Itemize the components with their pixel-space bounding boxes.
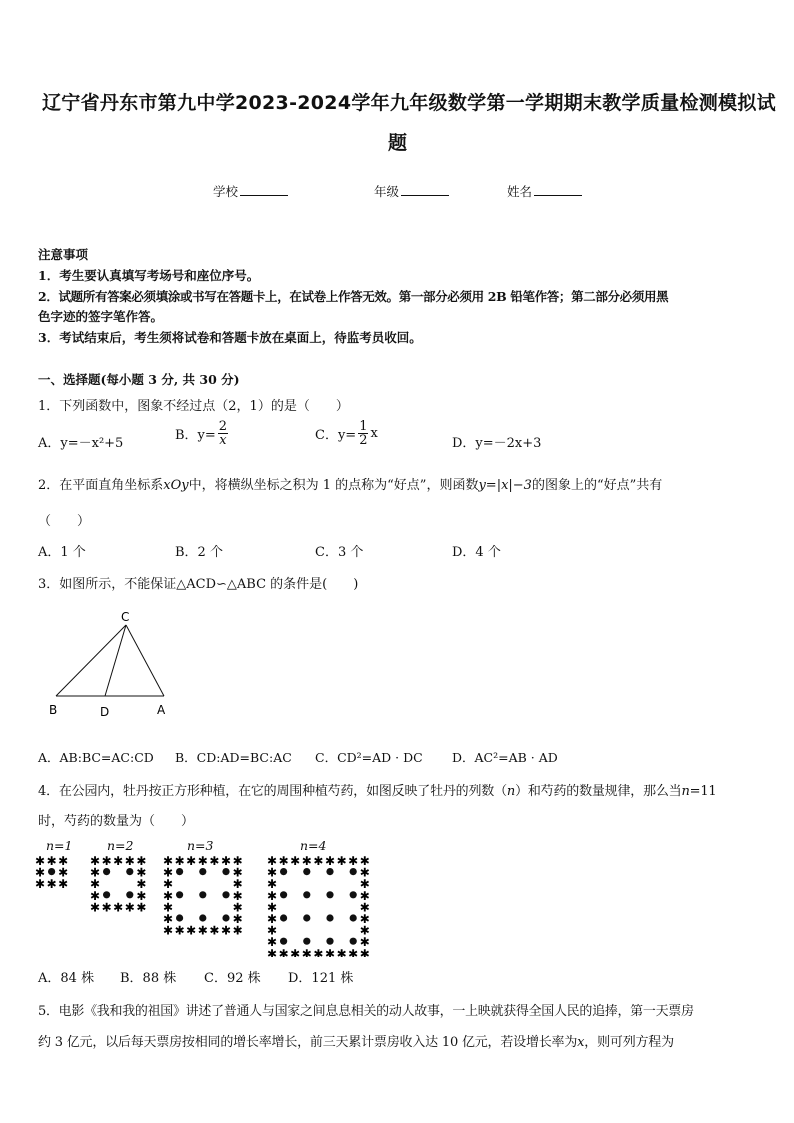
peony-asterisk: ✱ [266,946,278,957]
name-blank[interactable] [534,183,582,196]
panel-label: n=3 [187,838,214,853]
peony-dot [303,868,310,875]
peony-asterisk: ✱ [266,877,278,892]
panel-grid [267,854,370,957]
peony-asterisk: ✱ [324,854,336,868]
q3-option-d[interactable]: D．AC²=AB · AD [452,750,558,765]
peony-asterisk: ✱ [232,912,243,926]
peony-asterisk: ✱ [136,888,147,903]
vertex-label-c: C [121,610,130,624]
peony-dot [199,914,206,921]
peony-asterisk: ✱ [162,912,174,926]
section-heading: 一、选择题(每小题 3 分, 共 30 分) [38,372,240,387]
peony-asterisk: ✱ [89,877,101,892]
peony-asterisk: ✱ [197,854,208,868]
peony-dot [103,891,110,898]
school-field[interactable] [213,182,288,200]
q3-option-c[interactable]: C．CD²=AD · DC [315,750,423,765]
q4-stem [38,780,717,799]
peony-dot [222,914,229,921]
peony-asterisk: ✱ [124,854,135,868]
q1-option-c-fraction [358,420,368,447]
peony-dot [350,938,357,945]
peony-asterisk: ✱ [162,854,174,868]
fraction-denominator: 2 [359,433,368,448]
peony-asterisk: ✱ [359,865,370,880]
peony-asterisk: ✱ [113,854,124,868]
q3-triangle-figure [40,605,180,720]
q1-option-b[interactable] [175,420,230,447]
peony-asterisk: ✱ [58,865,69,880]
peony-asterisk: ✱ [278,854,289,868]
peony-asterisk: ✱ [113,900,124,915]
peony-dot [176,891,183,898]
q4-option-d[interactable]: D．121 株 [288,971,354,986]
q3-stem: 3．如图所示，不能保证△ACD∽△ABC 的条件是( ) [38,577,359,592]
peony-asterisk: ✱ [359,946,370,957]
peony-asterisk: ✱ [174,923,185,938]
peony-asterisk: ✱ [359,900,370,915]
peony-asterisk: ✱ [162,888,174,903]
peony-dot [303,891,310,898]
peony-dot [350,914,357,921]
peony-asterisk: ✱ [46,854,57,868]
q4-stem-variable: n [681,784,690,799]
peony-asterisk: ✱ [232,877,243,892]
notice-heading: 注意事项 [38,247,89,262]
peony-dot [326,938,333,945]
peony-asterisk: ✱ [336,946,347,957]
q2-stem-function: y=|x|−3 [478,478,532,493]
grade-field[interactable] [374,182,449,200]
q4-peony-pattern-figure [0,852,400,957]
peony-asterisk: ✱ [136,900,147,915]
peony-asterisk: ✱ [209,854,220,868]
panel-grid [35,854,68,891]
peony-asterisk: ✱ [89,888,101,903]
peony-dot [326,914,333,921]
q2-option-b[interactable]: B．2 个 [175,545,223,560]
q2-paren: （ ） [38,514,91,529]
notice-item: 色字迹的签字笔作答。 [38,309,164,324]
peony-dot [199,891,206,898]
school-label: 学校 [213,184,239,199]
q5-line2-part: ，则可列方程为 [584,1035,674,1050]
peony-asterisk: ✱ [174,854,185,868]
q4-option-b[interactable]: B．88 株 [120,971,177,986]
peony-asterisk: ✱ [162,865,174,880]
q4-stem-part: 4．在公园内，牡丹按正方形种植，在它的周围种植芍药，如图反映了牡丹的列数（ [38,784,507,799]
q2-option-a[interactable]: A．1 个 [38,545,86,560]
peony-asterisk: ✱ [348,946,359,957]
panel-label: n=1 [46,838,73,853]
q3-option-b[interactable]: B．CD:AD=BC:AC [175,750,292,765]
peony-asterisk: ✱ [266,854,278,868]
q3-option-a[interactable]: A．AB:BC=AC:CD [38,750,154,765]
peony-asterisk: ✱ [290,946,301,957]
panel-label: n=2 [107,838,134,853]
q1-option-b-prefix: B．y= [175,428,216,443]
q5-line2-part: 约 3 亿元，以后每天票房按相同的增长率增长，前三天累计票房收入达 10 亿元，若设增长率为 [38,1035,578,1050]
peony-dot [303,938,310,945]
q2-option-c[interactable]: C．3 个 [315,545,364,560]
peony-asterisk: ✱ [162,923,174,938]
q1-stem: 1．下列函数中，图象不经过点（2，1）的是（ ） [38,399,349,414]
name-field[interactable] [507,182,582,200]
peony-asterisk: ✱ [266,923,278,938]
peony-dot [280,891,287,898]
peony-asterisk: ✱ [359,877,370,892]
peony-asterisk: ✱ [278,946,289,957]
peony-asterisk: ✱ [197,923,208,938]
peony-asterisk: ✱ [266,865,278,880]
q2-option-d[interactable]: D．4 个 [452,545,501,560]
peony-dot [126,891,133,898]
notice-item: 1．考生要认真填写考场号和座位序号。 [38,268,260,283]
peony-asterisk: ✱ [34,854,46,868]
vertex-label-a: A [157,703,166,717]
peony-asterisk: ✱ [101,854,112,868]
peony-asterisk: ✱ [89,865,101,880]
peony-dot [326,868,333,875]
peony-asterisk: ✱ [313,854,324,868]
notice-item: 3．考试结束后，考生须将试卷和答题卡放在桌面上，待监考员收回。 [38,330,422,345]
peony-asterisk: ✱ [359,854,370,868]
q5-line1: 5．电影《我和我的祖国》讲述了普通人与国家之间息息相关的动人故事，一上映就获得全国人民的追捧，第一天票房 [38,1004,694,1019]
segment-ca [126,625,164,696]
peony-dot [280,914,287,921]
peony-asterisk: ✱ [89,900,101,915]
peony-asterisk: ✱ [162,900,174,915]
peony-asterisk: ✱ [266,935,278,950]
peony-asterisk: ✱ [301,946,312,957]
q2-stem-part: 2．在平面直角坐标系 [38,478,164,493]
peony-dot [48,868,55,875]
peony-dot [176,914,183,921]
panel-grid [163,854,243,938]
q2-stem-variable: xOy [163,478,189,493]
notice-item: 2．试题所有答案必须填涂或书写在答题卡上，在试卷上作答无效。第一部分必须用 2B 铅笔作答；第二部分必须用黑 [38,289,669,304]
peony-asterisk: ✱ [266,912,278,926]
peony-dot [350,891,357,898]
peony-asterisk: ✱ [324,946,336,957]
q1-option-c-prefix: C．y= [315,428,357,443]
q4-stem-part: ）和芍药的数量规律，那么当 [515,784,682,799]
peony-asterisk: ✱ [124,900,135,915]
peony-asterisk: ✱ [313,946,324,957]
peony-asterisk: ✱ [89,854,101,868]
q2-stem [38,474,662,493]
q5-line2 [38,1031,674,1050]
peony-asterisk: ✱ [58,854,69,868]
peony-asterisk: ✱ [34,865,46,880]
peony-dot [176,868,183,875]
fraction-numerator: 1 [359,419,368,434]
peony-asterisk: ✱ [359,923,370,938]
peony-asterisk: ✱ [290,854,301,868]
q4-stem-line2: 时，芍药的数量为（ ） [38,814,195,829]
q4-option-c[interactable]: C．92 株 [204,971,261,986]
grade-blank[interactable] [401,183,449,196]
peony-asterisk: ✱ [220,923,232,938]
q1-option-a[interactable]: A．y=－x²+5 [38,436,124,451]
q4-option-a[interactable]: A．84 株 [38,971,95,986]
peony-dot [199,868,206,875]
peony-asterisk: ✱ [232,865,243,880]
peony-dot [126,868,133,875]
peony-dot [350,868,357,875]
q4-stem-variable: n [506,784,516,799]
peony-asterisk: ✱ [101,900,112,915]
vertex-label-d: D [100,705,110,719]
peony-asterisk: ✱ [162,877,174,892]
peony-dot [326,891,333,898]
peony-asterisk: ✱ [186,854,197,868]
peony-asterisk: ✱ [136,865,147,880]
panel-grid [90,854,146,914]
page-title-line2: 题 [388,132,408,154]
grade-label: 年级 [374,184,400,199]
peony-asterisk: ✱ [136,877,147,892]
fraction-denominator: x [219,433,227,448]
peony-asterisk: ✱ [359,888,370,903]
peony-asterisk: ✱ [220,854,232,868]
peony-asterisk: ✱ [136,854,147,868]
peony-asterisk: ✱ [301,854,312,868]
peony-dot [280,938,287,945]
peony-asterisk: ✱ [359,935,370,950]
fraction-numerator: 2 [218,419,228,434]
peony-asterisk: ✱ [266,888,278,903]
q1-option-c-suffix: x [370,426,378,441]
peony-dot [303,914,310,921]
q1-option-c[interactable] [315,420,378,447]
peony-asterisk: ✱ [266,900,278,915]
peony-asterisk: ✱ [359,912,370,926]
peony-asterisk: ✱ [348,854,359,868]
peony-asterisk: ✱ [58,877,69,892]
peony-asterisk: ✱ [209,923,220,938]
vertex-label-b: B [49,703,58,717]
page-title-line1: 辽宁省丹东市第九中学2023-2024学年九年级数学第一学期期末教学质量检测模拟试 [42,92,776,114]
peony-asterisk: ✱ [46,877,57,892]
peony-dot [103,868,110,875]
q2-stem-part: 中，将横纵坐标之积为 1 的点称为“好点”，则函数 [188,478,479,493]
q2-stem-part: 的图象上的“好点”共有 [531,478,663,493]
peony-dot [280,868,287,875]
peony-asterisk: ✱ [232,923,243,938]
name-label: 姓名 [507,184,533,199]
q5-variable: x [577,1035,585,1050]
q4-stem-part: =11 [689,784,717,799]
peony-dot [222,868,229,875]
peony-asterisk: ✱ [232,888,243,903]
peony-asterisk: ✱ [336,854,347,868]
q1-option-d[interactable]: D．y=－2x+3 [452,436,542,451]
q1-option-b-fraction [218,420,228,447]
peony-asterisk: ✱ [34,877,46,892]
peony-asterisk: ✱ [232,900,243,915]
panel-label: n=4 [300,838,327,853]
peony-asterisk: ✱ [232,854,243,868]
peony-dot [222,891,229,898]
peony-asterisk: ✱ [186,923,197,938]
school-blank[interactable] [240,183,288,196]
